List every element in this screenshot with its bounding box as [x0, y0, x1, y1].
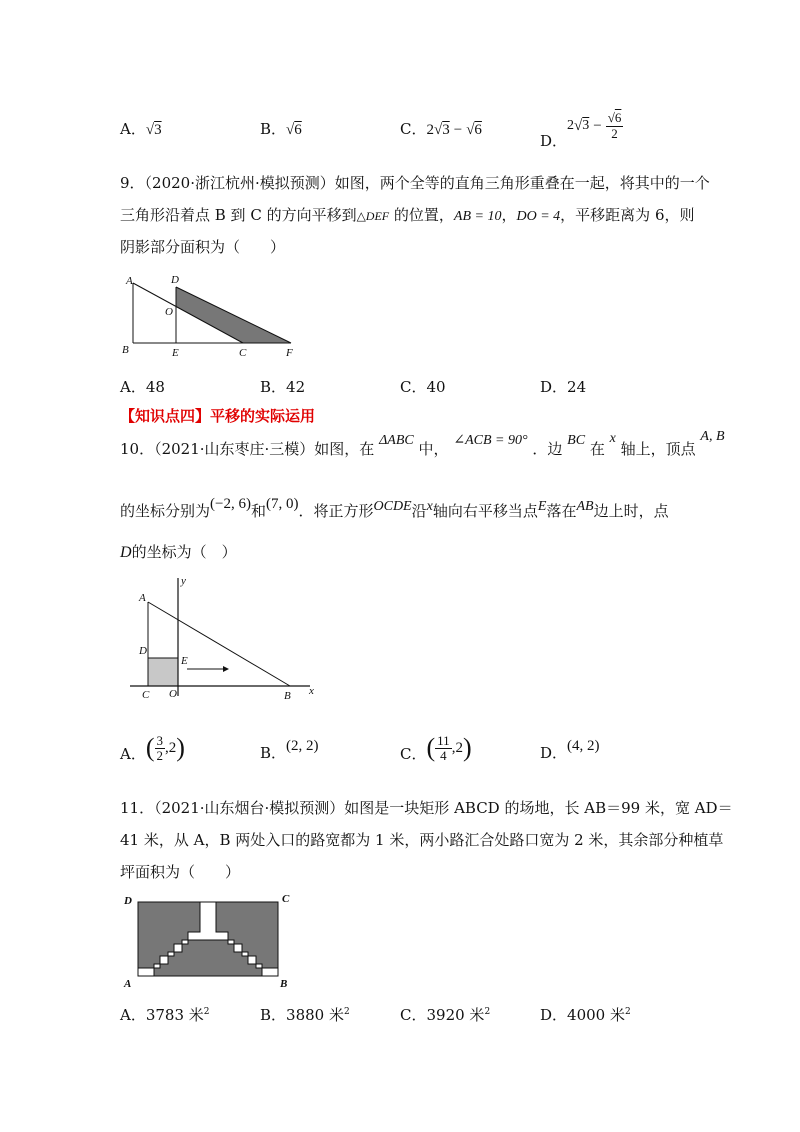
left-paren: ( [145, 733, 155, 762]
option-label: B． [260, 120, 287, 138]
point-label-a: A [126, 275, 133, 287]
q11-line-3: 坪面积为（ ） [120, 863, 241, 881]
option-label: A． [120, 1006, 146, 1024]
text: 落在 [546, 502, 577, 520]
corner-label-c: C [282, 893, 290, 905]
right-paren: ) [462, 733, 472, 762]
do-eq: DO = 4 [516, 209, 561, 224]
option-value: 40 [426, 378, 446, 396]
x-axis-var: x [609, 431, 616, 446]
q9-line-2 [120, 204, 694, 225]
coefficient: 2 [567, 118, 575, 133]
q9-option-d [540, 376, 586, 397]
coord-b: (7, 0) [265, 496, 299, 512]
option-label: D． [540, 1006, 568, 1024]
sqrt-icon: √ [433, 122, 443, 138]
point-label-c: C [239, 347, 247, 359]
corner-label-a: A [124, 978, 132, 988]
text: 的坐标为（ ） [131, 543, 237, 561]
axis-label-x: x [309, 685, 314, 697]
right-paren: ) [176, 733, 185, 762]
radicand: 6 [294, 122, 302, 138]
coord-rest: ,2 [165, 739, 177, 756]
text: 和 [250, 502, 266, 520]
unit-exponent: 2 [203, 1007, 210, 1017]
option-label: C． [400, 120, 427, 138]
q9-option-a [120, 376, 165, 397]
point-e: E [537, 499, 547, 514]
q8-option-b [260, 118, 302, 139]
q10-coordinate-figure [125, 572, 325, 702]
side-bc: BC [567, 433, 586, 448]
fraction [435, 734, 452, 762]
text: 边上时，点 [593, 502, 669, 520]
q8-option-c [400, 118, 482, 139]
side-ab: AB [576, 499, 594, 514]
sqrt-icon: √ [286, 122, 295, 138]
text: 轴向右平移当点 [432, 502, 538, 520]
denominator: 2 [156, 747, 164, 763]
point-label-o: O [169, 688, 177, 700]
option-label: D． [540, 131, 568, 150]
point-d: D [120, 544, 132, 561]
point-label-d: D [171, 274, 179, 286]
option-value: (2, 2) [286, 738, 319, 754]
unit-exponent: 2 [343, 1007, 350, 1017]
numerator: 6 [614, 110, 622, 126]
denominator: 2 [611, 126, 618, 141]
text: 在 [589, 440, 605, 458]
point-label-c: C [142, 689, 150, 701]
angle-acb: ∠ACB = 90° [453, 433, 528, 448]
option-label: B． [260, 744, 287, 762]
option-label: C． [400, 378, 427, 396]
x-axis-var: x [426, 499, 433, 514]
corner-label-b: B [280, 978, 288, 988]
q10-option-a [120, 726, 185, 770]
q11-option-b [260, 1004, 350, 1025]
text: ， [501, 206, 517, 224]
radicand: 3 [154, 122, 162, 138]
square-ocde: OCDE [373, 499, 412, 514]
option-label: B． [260, 1006, 287, 1024]
option-value: (4, 2) [567, 738, 600, 754]
text: ，平移距离为 6，则 [560, 206, 695, 224]
sqrt-icon: √ [466, 122, 475, 138]
text: 的坐标分别为 [120, 502, 211, 520]
section-heading: 【知识点四】平移的实际运用 [120, 407, 316, 425]
point-label-o: O [165, 306, 173, 318]
q10-line-2 [120, 496, 669, 521]
option-value: 4000 米 [567, 1006, 625, 1024]
minus-sign: − [453, 122, 463, 138]
text: ．将正方形 [298, 502, 374, 520]
axis-label-y: y [181, 575, 186, 587]
q8-option-d [540, 104, 623, 148]
option-label: D． [540, 744, 568, 762]
q10-option-d [540, 738, 600, 763]
coefficient: 2 [426, 122, 434, 138]
option-label: C． [400, 744, 427, 763]
q10-line-3 [120, 541, 237, 562]
option-value: 3880 米 [286, 1006, 344, 1024]
coord-rest: ,2 [451, 739, 463, 756]
ab-eq: AB = 10 [453, 209, 502, 224]
text: 10．（2021·山东枣庄·三模）如图，在 [120, 440, 375, 458]
points-ab: A, B [700, 429, 725, 444]
point-label-d: D [139, 645, 147, 657]
q10-option-b [260, 738, 319, 763]
option-label: A． [120, 744, 146, 763]
text: 的位置， [389, 206, 454, 224]
option-value: 42 [286, 378, 306, 396]
q9-option-b [260, 376, 305, 397]
q9-triangle-figure [118, 270, 298, 360]
numerator: 3 [156, 732, 164, 748]
radicand: 3 [442, 122, 450, 138]
q9-line-3: 阴影部分面积为（ ） [120, 238, 286, 256]
q11-option-a [120, 1004, 210, 1025]
point-label-e: E [172, 347, 179, 359]
point-label-f: F [286, 347, 293, 359]
text: 中， [418, 440, 449, 458]
text: 三角形沿着点 B 到 C 的方向平移到 [120, 206, 357, 224]
option-label: C． [400, 1006, 427, 1024]
q10-line-1 [120, 429, 725, 459]
text: 沿 [411, 502, 427, 520]
left-paren: ( [426, 733, 436, 762]
option-value: 3783 米 [145, 1006, 204, 1024]
q11-field-figure [118, 888, 298, 988]
radicand: 6 [474, 122, 482, 138]
q11-option-c [400, 1004, 490, 1025]
option-label: D． [540, 378, 568, 396]
option-label: B． [260, 378, 287, 396]
option-label: A． [120, 378, 146, 396]
q11-option-d [540, 1004, 631, 1025]
unit-exponent: 2 [624, 1007, 631, 1017]
q11-line-1: 11．（2021·山东烟台·模拟预测）如图是一块矩形 ABCD 的场地，长 AB＝99 米，宽 AD＝ [120, 799, 733, 817]
numerator: 11 [437, 732, 450, 748]
q10-option-c [400, 726, 472, 770]
denominator: 4 [440, 747, 447, 763]
sqrt-icon: √ [607, 110, 615, 126]
option-label: A． [120, 120, 146, 138]
point-label-a: A [139, 592, 146, 604]
sqrt-icon: √ [145, 122, 155, 138]
unit-exponent: 2 [484, 1007, 491, 1017]
q11-line-2: 41 米，从 A，B 两处入口的路宽都为 1 米，两小路汇合处路口宽为 2 米，其余部分种植草 [120, 831, 724, 849]
fraction [155, 734, 166, 762]
sqrt-icon: √ [574, 117, 583, 134]
option-value: 24 [567, 378, 587, 396]
q8-option-a [120, 118, 162, 139]
option-value: 3920 米 [426, 1006, 485, 1024]
triangle-def: △DEF [356, 209, 390, 223]
corner-label-d: D [124, 895, 132, 907]
point-label-b: B [122, 344, 129, 356]
text: ．边 [532, 440, 563, 458]
q9-line-1: 9．（2020·浙江杭州·模拟预测）如图，两个全等的直角三角形重叠在一起，将其中的一个 [120, 174, 710, 192]
radicand: 3 [582, 118, 590, 133]
triangle-abc: ΔABC [379, 433, 414, 448]
fraction [606, 111, 624, 140]
minus-sign: − [593, 117, 602, 134]
point-label-b: B [284, 690, 291, 702]
arrowhead-icon [223, 666, 229, 672]
coord-a: (−2, 6) [210, 496, 251, 512]
option-value: 48 [145, 378, 165, 396]
square-ocde-shape [148, 658, 178, 686]
point-label-e: E [181, 655, 188, 667]
q9-option-c [400, 376, 446, 397]
text: 轴上，顶点 [620, 440, 696, 458]
